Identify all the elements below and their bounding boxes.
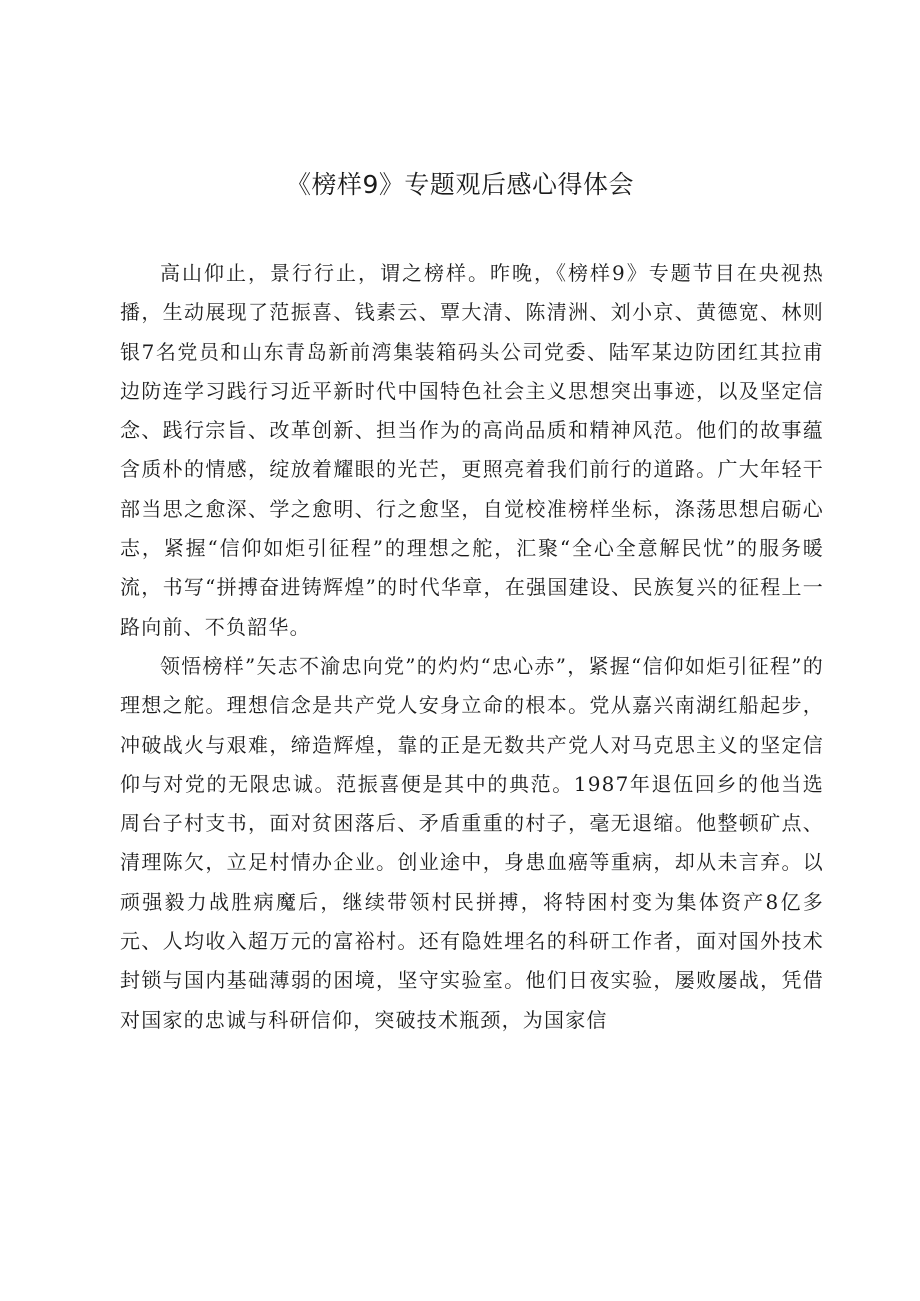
paragraph-2: 领悟榜样”矢志不渝忠向党”的灼灼“忠心赤”，紧握“信仰如炬引征程”的理想之舵。理想信念是共产党人安身立命的根本。党从嘉兴南湖红船起步，冲破战火与艰难，缔造辉煌，靠的正是无数共产党人对马克思主义的坚定信仰与对党的无限忠诚。范振喜便是其中的典范。1987年退伍回乡的他当选周台子村支书，面对贫困落后、矛盾重重的村子，毫无退缩。他整顿矿点、清理陈欠，立足村情办企业。创业途中，身患血癌等重病，却从未言弃。以顽强毅力战胜病魔后，继续带领村民拼搏，将特困村变为集体资产8亿多元、人均收入超万元的富裕村。还有隐姓埋名的科研工作者，面对国外技术封锁与国内基础薄弱的困境，坚守实验室。他们日夜实验，屡败屡战，凭借对国家的忠诚与科研信仰，突破技术瓶颈，为国家信 bbox=[120, 653, 824, 1032]
paragraph-1: 高山仰止，景行行止，谓之榜样。昨晚，《榜样9》专题节目在央视热播，生动展现了范振喜、钱素云、覃大清、陈清洲、刘小京、黄德宽、林则银7名党员和山东青岛新前湾集装箱码头公司党委、陆军某边防团红其拉甫边防连学习践行习近平新时代中国特色社会主义思想突出事迹，以及坚定信念、践行宗旨、改革创新、担当作为的高尚品质和精神风范。他们的故事蕴含质朴的情感，绽放着耀眼的光芒，更照亮着我们前行的道路。广大年轻干部当思之愈深、学之愈明、行之愈坚，自觉校准榜样坐标，涤荡思想启砺心志，紧握“信仰如炬引征程”的理想之舵，汇聚“全心全意解民忧”的服务暖流，书写“拼搏奋进铸辉煌”的时代华章，在强国建设、民族复兴的征程上一路向前、不负韶华。 bbox=[120, 261, 824, 639]
document-body bbox=[120, 254, 824, 1040]
document-title: 《榜样9》专题观后感心得体会 bbox=[286, 170, 634, 199]
